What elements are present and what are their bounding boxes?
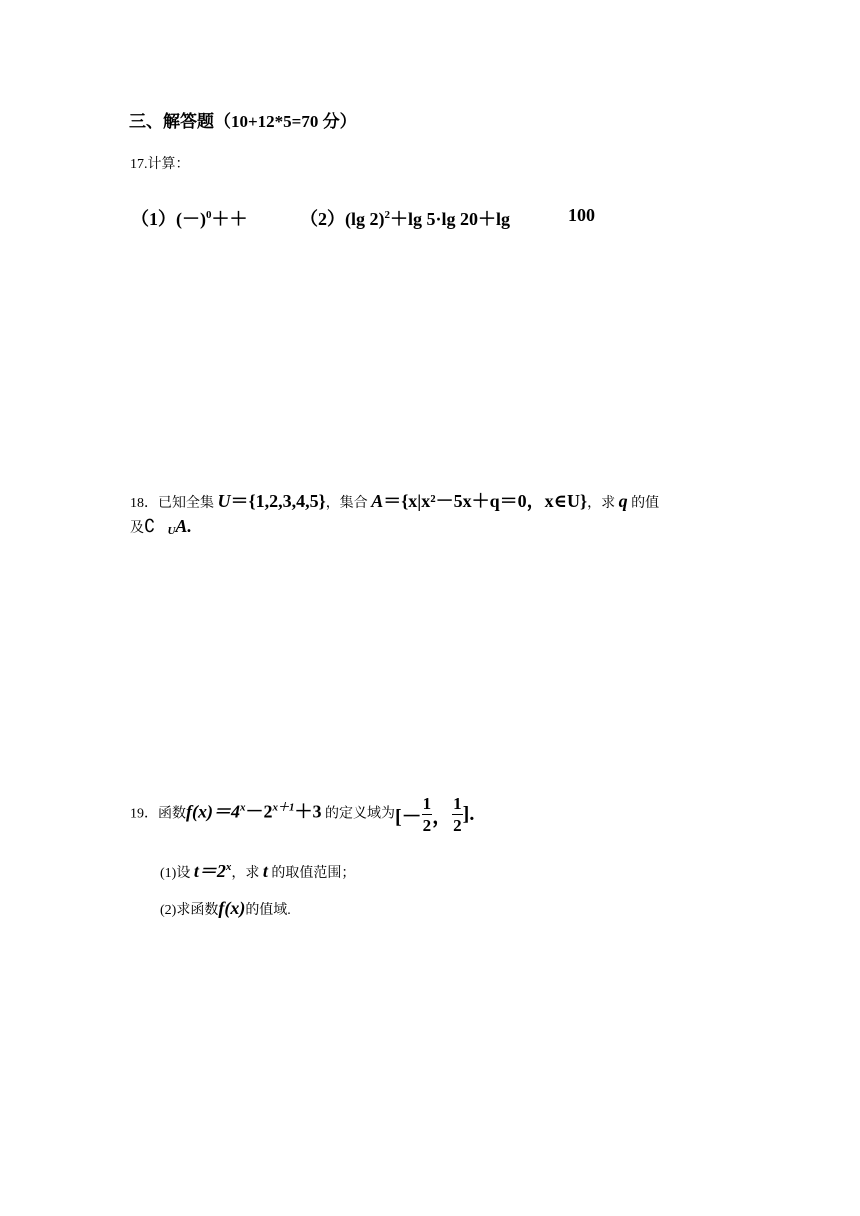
q17-part2-expr: (lg 2): [345, 209, 385, 229]
q19-func: f(x)＝4: [186, 801, 240, 822]
q19-part2-prefix: (2)求函数: [160, 903, 219, 918]
q17-part1-exponent: 0: [206, 209, 212, 221]
q18-prefix: 18．已知全集: [130, 496, 218, 511]
q18-complement-var: A.: [175, 516, 192, 536]
q19-part1: [160, 857, 355, 883]
q19-frac1-den: 2: [422, 816, 432, 835]
q19-frac1-num: 1: [422, 794, 432, 813]
q18-line2-prefix: 及: [130, 521, 144, 536]
q18-suffix1: ，求: [587, 496, 619, 511]
q18-mid: ，集合: [325, 496, 372, 511]
q19-domain-text: 的定义域为: [321, 806, 395, 822]
q19-comma: ，: [432, 806, 453, 828]
question-17-label: 17.计算：: [130, 157, 190, 172]
q19-exp-x: x: [239, 801, 246, 814]
question-18-line1: [130, 487, 659, 513]
q17-part2: [300, 205, 510, 231]
q19-frac2-den: 2: [453, 816, 462, 835]
q19-part1-prefix: (1)设: [160, 866, 194, 881]
q19-open-bracket: [－: [394, 806, 422, 828]
q19-minus: －2: [245, 801, 273, 822]
q18-q-var: q: [618, 491, 628, 511]
q19-part2: [160, 898, 291, 919]
q19-part2-f: f(x): [218, 898, 246, 918]
complement-symbol-icon: ∁: [144, 516, 156, 536]
q17-part1: [131, 205, 248, 231]
question-19: [130, 795, 474, 834]
q19-fraction-2: [452, 795, 463, 834]
q17-part1-expr: (－): [176, 209, 206, 229]
q19-close-bracket: ].: [462, 803, 475, 825]
q17-part1-label: （1）: [131, 209, 176, 229]
q18-suffix2: 的值: [627, 496, 660, 511]
q19-fraction-1: [422, 795, 433, 834]
q19-frac2-num: 1: [453, 794, 462, 813]
q18-A-set: ＝{x|x²－5x＋q＝0，x∈U}: [383, 491, 588, 511]
q19-part1-mid: ，求: [231, 866, 263, 881]
q17-part2-exponent: 2: [384, 209, 390, 221]
section-title: 三、解答题（10+12*5=70 分）: [129, 112, 357, 131]
q17-part2-tail: ＋lg 5·lg 20＋lg: [390, 209, 511, 229]
q17-part2-end: 100: [568, 205, 595, 225]
q19-prefix: 19．函数: [130, 806, 186, 822]
q19-part2-suffix: 的值域.: [245, 903, 291, 918]
q18-U-set: ＝{1,2,3,4,5}: [230, 491, 326, 511]
q19-part1-eq: t＝2: [193, 861, 226, 881]
q19-tail: ＋3: [294, 801, 322, 822]
q19-part1-suffix: 的取值范围；: [267, 866, 356, 881]
q18-U-var: U: [217, 491, 231, 511]
q17-part1-tail: ＋＋: [211, 209, 248, 229]
question-18-line2: [130, 516, 192, 537]
q17-part2-label: （2）: [300, 209, 345, 229]
q18-complement-sub: U: [167, 525, 176, 537]
q19-part1-exp: x: [225, 861, 232, 873]
q19-part1-t: t: [262, 861, 268, 881]
q19-exp-x1: x＋1: [272, 801, 295, 814]
q18-A-var: A: [371, 491, 384, 511]
